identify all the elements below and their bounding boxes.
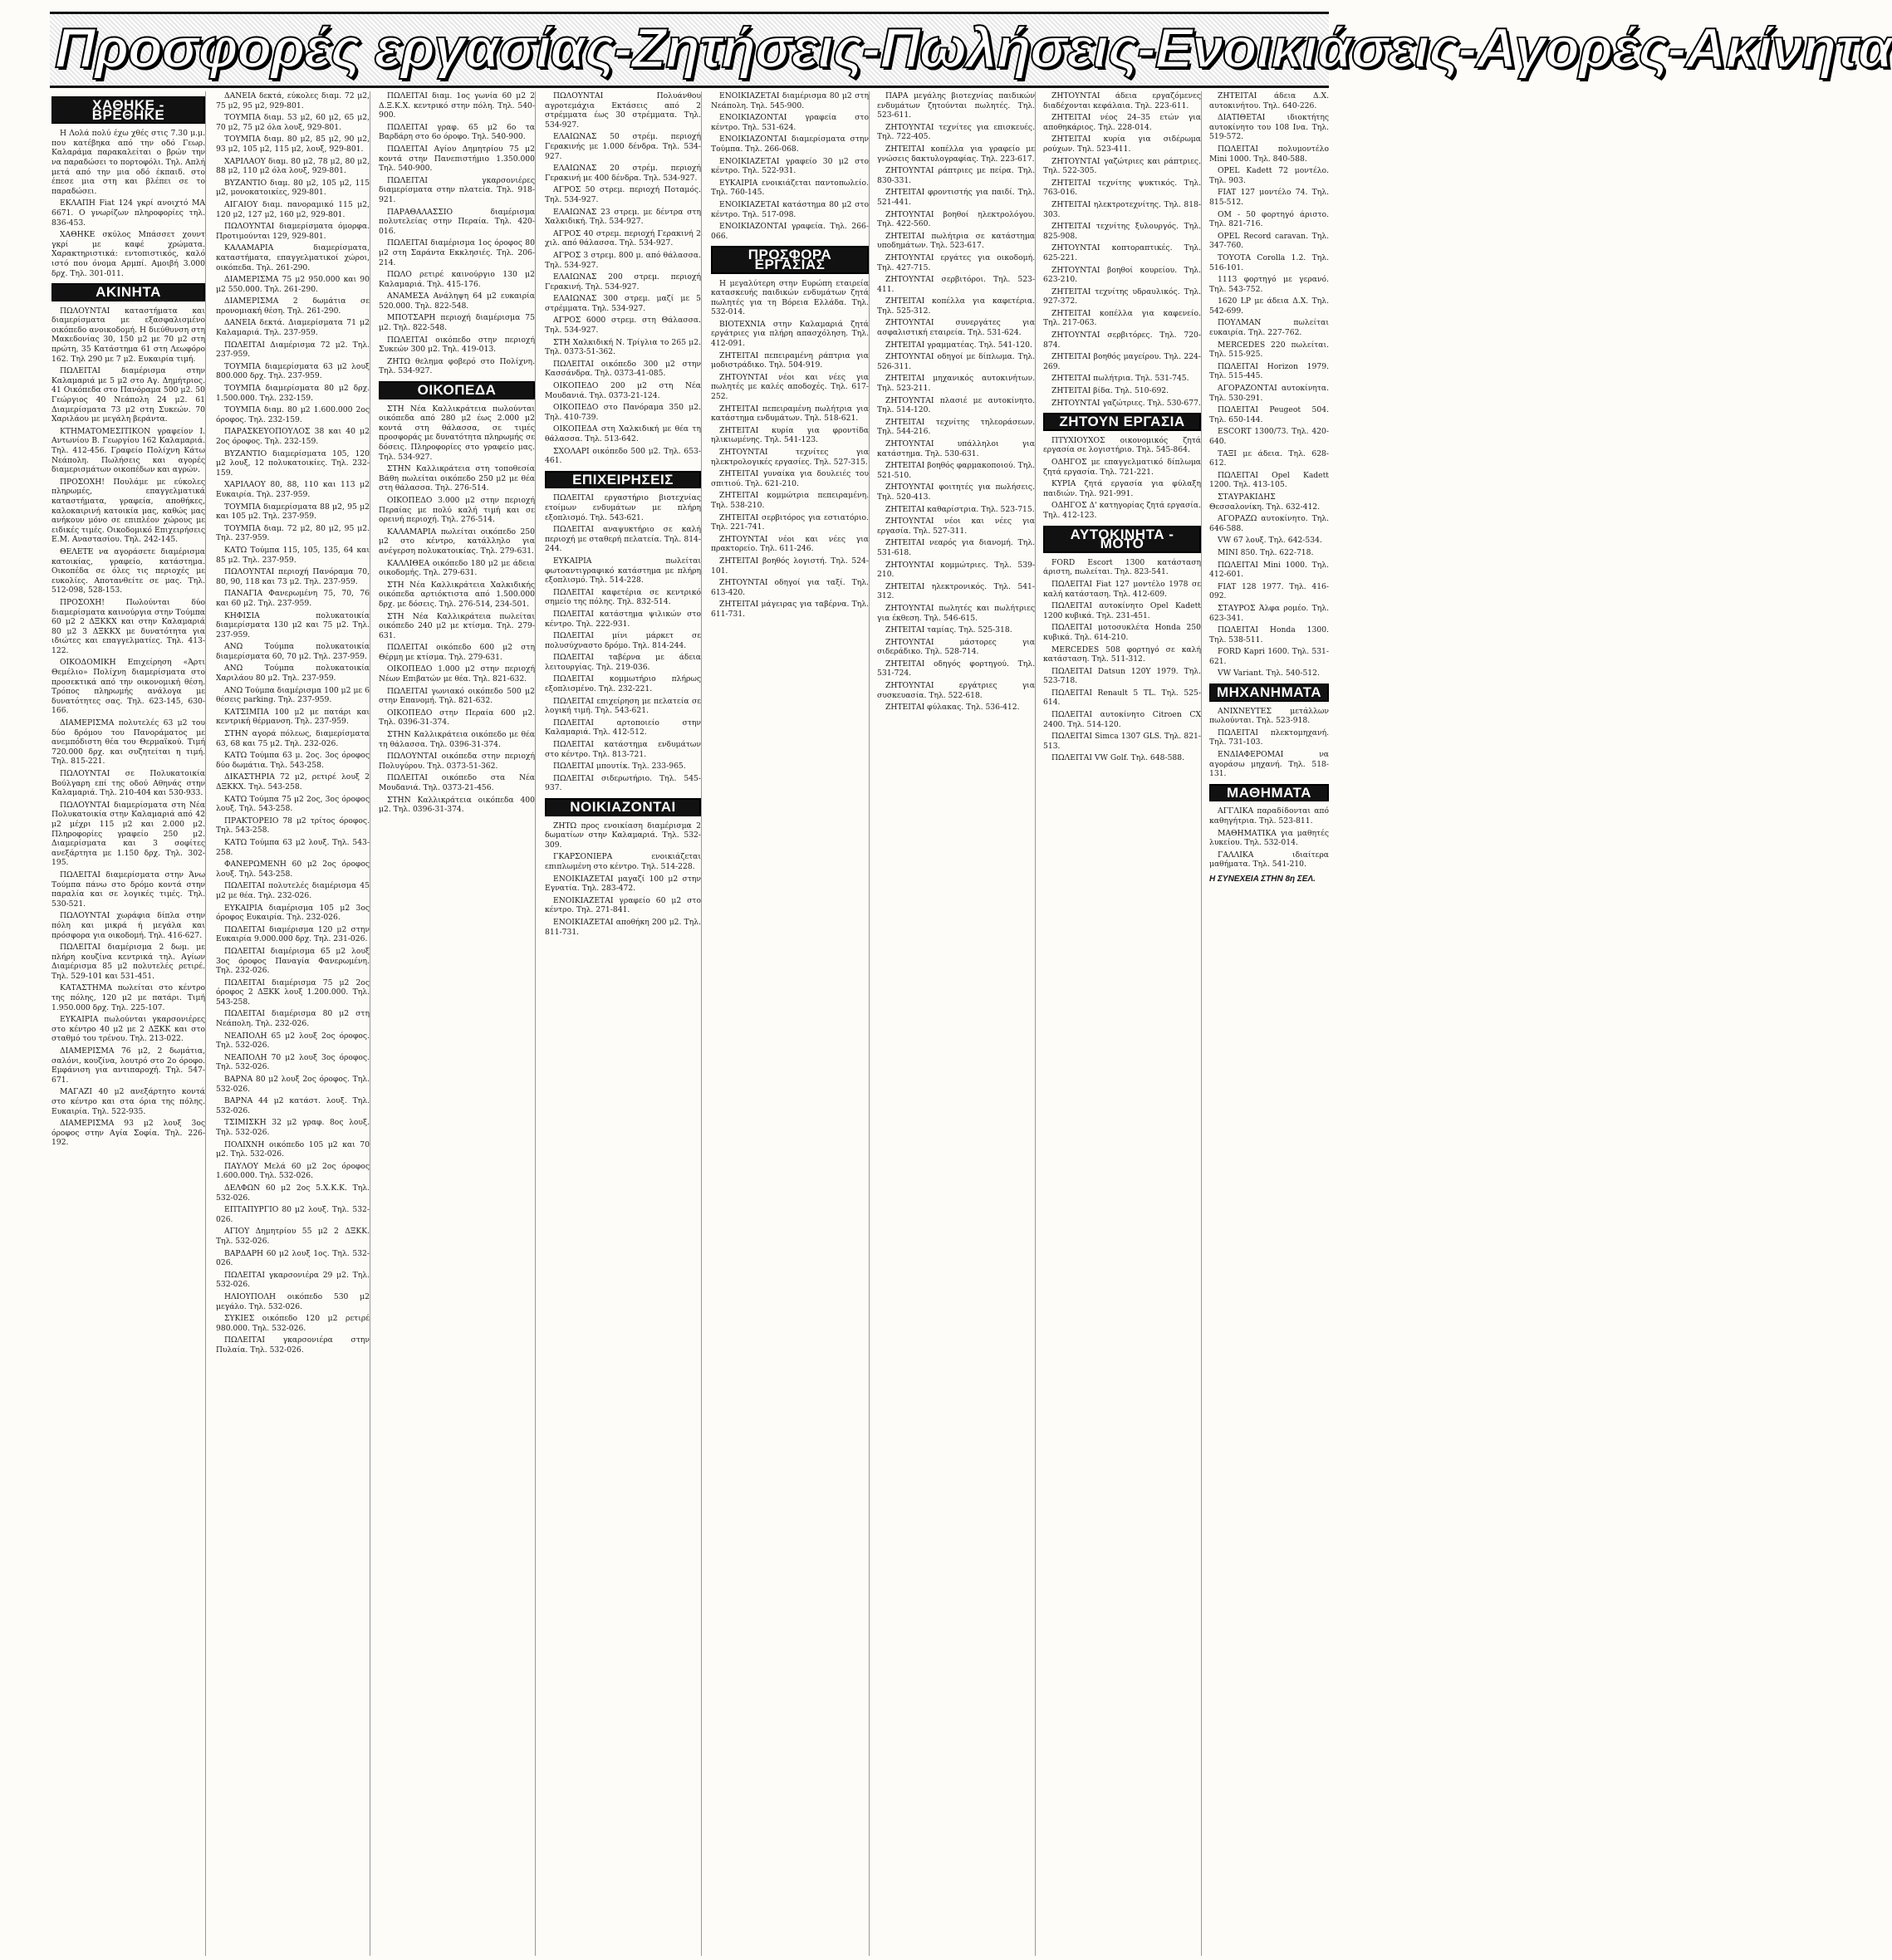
classified-ad: ΕΝΟΙΚΙΑΖΕΤΑΙ γραφείο 30 μ2 στο κέντρο. Τηλ. 522-931. [711, 156, 869, 176]
section-header-real-estate: ΑΚΙΝΗΤΑ [51, 283, 205, 301]
classified-ad: ΤΟΥΜΠΑ διαμ. 80 μ2, 85 μ2, 90 μ2, 93 μ2, 105 μ2, 115 μ2, λουξ, 929-801. [216, 135, 370, 154]
classified-ad: ΖΗΤΕΙΤΑΙ μάγειρας για ταβέρνα. Τηλ. 611-731. [711, 600, 869, 619]
classified-ad: ΠΩΛΕΙΤΑΙ οικόπεδο στα Νέα Μουδανιά. Τηλ. 0373-21-456. [379, 773, 535, 792]
classified-ad: ΒΙΟΤΕΧΝΙΑ στην Καλαμαριά ζητά εργάτριες για πλήρη απασχόληση. Τηλ. 412-091. [711, 319, 869, 349]
classified-ad: ΧΑΡΙΛΑΟΥ 80, 88, 110 και 113 μ2 Ευκαιρία. Τηλ. 237-959. [216, 480, 370, 499]
classified-ad: ΖΗΤΟΥΝΤΑΙ γαζώτριες. Τηλ. 530-677. [1051, 398, 1201, 408]
classified-ad: ΖΗΤΕΙΤΑΙ φύλακας. Τηλ. 536-412. [885, 703, 1020, 713]
ads-list [711, 279, 869, 620]
classified-ad: ΕΛΑΙΩΝΑΣ 20 στρέμ. περιοχή Γερακινή με 400 δένδρα. Τηλ. 534-927. [545, 164, 701, 183]
ads-list [711, 91, 869, 241]
classified-ad: ΔΙΑΜΕΡΙΣΜΑ 76 μ2, 2 δωμάτια, σαλόνι, κουζίνα, λουτρό στο 2ο όροφο. Εμφάνιση για αντιπαροχή. Τηλ. 547-671. [51, 1046, 205, 1085]
classified-ad: ΔΕΛΦΩΝ 60 μ2 2ος 5.Χ.Κ.Κ. Τηλ. 532-026. [216, 1183, 370, 1203]
classified-ad: ΖΗΤΟΥΝΤΑΙ νέοι και νέες για εργασία. Τηλ. 527-311. [877, 517, 1035, 536]
classified-ad: ΣΤΗ Νέα Καλλικράτεια πωλείται οικόπεδο 240 μ2 με κτίσμα. Τηλ. 279-631. [379, 611, 535, 640]
classified-ad: ΖΗΤΕΙΤΑΙ βίδα. Τηλ. 510-692. [1051, 386, 1169, 396]
classified-ad: ΓΚΑΡΣΟΝΙΕΡΑ ενοικιάζεται επιπλωμένη στο κέντρο. Τηλ. 514-228. [545, 852, 701, 871]
classified-ad: ΣΤΗΝ Καλλικράτεια οικόπεδο με θέα τη θάλασσα. Τηλ. 0396-31-374. [379, 730, 535, 749]
classified-ad: ΠΩΛΕΙΤΑΙ γκαρσονιέρα στην Πυλαία. Τηλ. 532-026. [216, 1335, 370, 1355]
ads-list [1043, 91, 1201, 408]
classified-ad: ΣΥΚΙΕΣ οικόπεδο 120 μ2 ρετιρέ 980.000. Τηλ. 532-026. [216, 1314, 370, 1333]
classified-ad: ΖΗΤΕΙΤΑΙ ταμίας. Τηλ. 525-318. [885, 625, 1012, 635]
classified-ad: ΣΤΗΝ Καλλικράτεια στη τοποθεσία Βάθη πωλείται οικόπεδο 250 μ2 με θέα στη θάλασσα. Τηλ. 276-514. [379, 464, 535, 493]
classified-ad: ΖΗΤΩ προς ενοικίαση διαμέρισμα 2 δωματίων στην Καλαμαριά. Τηλ. 532-309. [545, 821, 701, 850]
classified-ad: ΜΠΟΤΣΑΡΗ περιοχή διαμέρισμα 75 μ2. Τηλ. 822-548. [379, 313, 535, 333]
classified-ad: ΑΓΙΟΥ Δημητρίου 55 μ2 2 ΔΞΚΚ. Τηλ. 532-026. [216, 1227, 370, 1246]
classified-ad: ΤΟΥΜΠΑ διαμ. 72 μ2, 80 μ2, 95 μ2. Τηλ. 237-959. [216, 523, 370, 543]
classified-ad: ΠΩΛΕΙΤΑΙ Peugeot 504. Τηλ. 650-144. [1209, 405, 1329, 424]
classified-ad: ΠΩΛΕΙΤΑΙ Datsun 120Y 1979. Τηλ. 523-718. [1043, 666, 1201, 686]
classified-ad: Η Λολά πολύ έχω χθές στις 7.30 μ.μ. που κατέβηκα από την οδό Γεωρ. Καλαράμα παρακαλείται ο βρών την να παραδώσει το πορτοφόλι. Τηλ. Απλή μετά από την μια οδό έκπαιδ. στο έπεσε μια στη και βλέπει σε το παραδώσει. [51, 129, 205, 196]
classified-ad: ΠΩΛΕΙΤΑΙ Simca 1307 GLS. Τηλ. 821-513. [1043, 732, 1201, 751]
classified-ad: ΖΗΤΟΥΝΤΑΙ πωλητές και πωλήτριες για έκθεση. Τηλ. 546-615. [877, 603, 1035, 623]
classified-ad: ΠΑΡΑΣΚΕΥΟΠΟΥΛΟΣ 38 και 40 μ2 2ος όροφος. Τηλ. 232-159. [216, 427, 370, 446]
classified-ad: ΣΤΗ Νέα Καλλικράτεια Χαλκιδικής οικόπεδα αρτιόκτιστα από 1.500.000 δρχ. με δόσεις. Τηλ. 276-514, 234-501. [379, 580, 535, 609]
classified-ad: ΒΑΡΔΑΡΗ 60 μ2 λουξ 1ος. Τηλ. 532-026. [216, 1248, 370, 1268]
classified-ad: ΑΓΡΟΣ 3 στρεμ. 800 μ. από θάλασσα. Τηλ. 534-927. [545, 250, 701, 270]
classified-ad: ΠΩΛΕΙΤΑΙ διαμέρισμα 1ος όροφος 80 μ2 στη Σαράντα Εκκλησιές. Τηλ. 206-214. [379, 238, 535, 267]
classified-ad: ΖΗΤΟΥΝΤΑΙ μάστορες για σιδεράδικο. Τηλ. 528-714. [877, 637, 1035, 657]
classified-ad: ΠΩΛΟΥΝΤΑΙ χωράφια δίπλα στην πόλη και μικρά ή μεγάλα και πρόσφορα για οικοδομή. Τηλ. 416-627. [51, 911, 205, 940]
page-title: Προσφορές εργασίας-Ζητήσεις-Πωλήσεις-Ενοικιάσεις-Αγορές-Ακίνητα [55, 17, 1892, 80]
classified-ad: ΟΙΚΟΠΕΔΟ στην Περαία 600 μ2. Τηλ. 0396-31-374. [379, 708, 535, 728]
classified-ad: ΔΙΑΜΕΡΙΣΜΑ 2 δωμάτια σε προνομιακή θέση. Τηλ. 261-290. [216, 296, 370, 316]
classified-ad: ΖΗΤΟΥΝΤΑΙ γαζώτριες και ράπτριες. Τηλ. 522-305. [1043, 156, 1201, 176]
classified-ad: ΠΩΛΕΙΤΑΙ VW Golf. Τηλ. 648-588. [1051, 753, 1185, 763]
classified-ad: ΟΔΗΓΟΣ με επαγγελματικό δίπλωμα ζητά εργασία. Τηλ. 721-221. [1043, 458, 1201, 477]
classified-ad: ΖΗΤΕΙΤΑΙ ηλεκτροτεχνίτης. Τηλ. 818-303. [1043, 199, 1201, 219]
classified-ad: ΠΩΛΕΙΤΑΙ Opel Kadett 1200. Τηλ. 413-105. [1209, 470, 1329, 490]
classified-ad: MERCEDES 220 πωλείται. Τηλ. 515-925. [1209, 340, 1329, 360]
classified-ad: ΚΑΤΩ Τούμπα 63 μ. 2ος. 3ος όροφος δύο δωμάτια. Τηλ. 543-258. [216, 751, 370, 770]
classified-ad: OM - 50 φορτηγό άριστο. Τηλ. 821-716. [1209, 209, 1329, 229]
classified-ad: ΦΑΝΕΡΩΜΕΝΗ 60 μ2 2ος όροφος λουξ. Τηλ. 543-258. [216, 860, 370, 879]
column-2 [216, 91, 370, 1956]
ads-list [216, 91, 370, 1355]
classified-ad: ΑΓΡΟΣ 40 στρεμ. περιοχή Γερακινή 2 χιλ. από θάλασσα. Τηλ. 534-927. [545, 228, 701, 248]
classified-ad: ΖΗΤΟΥΝΤΑΙ εργάτες για οικοδομή. Τηλ. 427-715. [877, 252, 1035, 272]
classified-ad: ΠΩΛΕΙΤΑΙ διαμέρισμα στην Καλαμαριά με 5 μ2 στο Αγ. Δημήτριος. 41 Οικόπεδα στο Πανόραμα 500 μ2. 50 Γεώργιος 40 Νεάπολη 24 μ2. 61 Διαμερίσματα 73 μ2 στη Συκεών. 70 Χαριλάου με μεγάλη βεράντα. [51, 366, 205, 424]
ads-list [1209, 806, 1329, 870]
classified-ad: ΕΥΚΑΙΡΙΑ πωλούνται γκαρσονιέρες στο κέντρο 40 μ2 με 2 ΔΞΚΚ και στο σταθμό του τρένου. Τηλ. 213-022. [51, 1015, 205, 1044]
classified-ad: ΠΟΛΙΧΝΗ οικόπεδο 105 μ2 και 70 μ2. Τηλ. 532-026. [216, 1139, 370, 1159]
classified-ad: ΖΗΤΕΙΤΑΙ κοπέλλα για καφετέρια. Τηλ. 525-312. [877, 296, 1035, 316]
ads-list [51, 306, 205, 1148]
classified-ad: ΠΑΡΑΘΑΛΑΣΣΙΟ διαμέρισμα πολυτελείας στην Περαία. Τηλ. 420-016. [379, 207, 535, 236]
ads-list [51, 129, 205, 278]
classified-ad: ΖΗΤΕΙΤΑΙ βοηθός φαρμακοποιού. Τηλ. 521-510. [877, 461, 1035, 480]
column-4 [545, 91, 702, 1956]
classified-ad: ΔΑΝΕΙΑ δεκτά, εύκολες διαμ. 72 μ2, 75 μ2, 95 μ2, 929-801. [216, 91, 370, 110]
classified-ad: ΠΡΑΚΤΟΡΕΙΟ 78 μ2 τρίτος όροφος. Τηλ. 543-258. [216, 816, 370, 835]
classified-ad: ΕΥΚΑΙΡΙΑ πωλείται φωτοαντιγραφικό κατάστημα με πλήρη εξοπλισμό. Τηλ. 514-228. [545, 556, 701, 586]
classified-ad: ΖΗΤΕΙΤΑΙ πωλήτρια σε κατάστημα υποδημάτων. Τηλ. 523-617. [877, 231, 1035, 251]
column-5 [711, 91, 870, 1956]
classified-ad: ΠΩΛΟ ρετιρέ καινούργιο 130 μ2 Καλαμαριά. Τηλ. 415-176. [379, 270, 535, 289]
classified-ad: FIAT 127 μοντέλο 74. Τηλ. 815-512. [1209, 188, 1329, 207]
classified-ad: ΠΩΛΕΙΤΑΙ γωνιακό οικόπεδο 500 μ2 στην Επανομή. Τηλ. 821-632. [379, 686, 535, 706]
classified-ad: ΠΩΛΕΙΤΑΙ γκαρσονιέρες διαμερίσματα στην πλατεία. Τηλ. 918-921. [379, 175, 535, 204]
classified-ad: ΠΩΛΕΙΤΑΙ Renault 5 TL. Τηλ. 525-614. [1043, 688, 1201, 708]
classified-ad: ΠΩΛΕΙΤΑΙ μπουτίκ. Τηλ. 233-965. [553, 762, 686, 772]
classified-ad: ΚΑΤΣΙΜΠΑ 100 μ2 με πατάρι και κεντρική θέρμανση. Τηλ. 237-959. [216, 707, 370, 727]
ads-list [877, 91, 1035, 713]
classified-ad: 1113 φορτηγό με γερανό. Τηλ. 543-752. [1209, 275, 1329, 294]
classified-ad: ΜΑΓΑΖΙ 40 μ2 ανεξάρτητο κοντά στο κέντρο και στα όρια της πόλης. Ευκαιρία. Τηλ. 522-935. [51, 1087, 205, 1116]
classified-ad: ΕΝΟΙΚΙΑΖΕΤΑΙ αποθήκη 200 μ2. Τηλ. 811-731. [545, 917, 701, 937]
classified-ad: ΠΩΛΕΙΤΑΙ μοτοσυκλέτα Honda 250 κυβικά. Τηλ. 614-210. [1043, 623, 1201, 642]
classified-ad: ΕΛΑΙΩΝΑΣ 23 στρεμ. με δέντρα στη Χαλκιδική. Τηλ. 534-927. [545, 207, 701, 227]
classified-ad: ΔΙΚΑΣΤΗΡΙΑ 72 μ2, ρετιρέ λουξ 2 ΔΞΚΚΧ. Τηλ. 543-258. [216, 772, 370, 791]
classified-ad: ΠΩΛΕΙΤΑΙ διαμέρισμα 65 μ2 λουξ 3ος όροφος Παναγία Φανερωμένη. Τηλ. 232-026. [216, 946, 370, 976]
classified-ad: ESCORT 1300/73. Τηλ. 420-640. [1209, 427, 1329, 446]
page-margin [0, 0, 42, 1960]
classified-ad: ΔΑΝΕΙΑ δεκτά. Διαμερίσματα 71 μ2 Καλαμαριά. Τηλ. 237-959. [216, 318, 370, 338]
classified-ad: ΑΝΩ Τούμπα πολυκατοικία Χαριλάου 80 μ2. Τηλ. 237-959. [216, 664, 370, 684]
classified-ad: ΖΗΤΟΥΝΤΑΙ κοπτοραπτικές. Τηλ. 625-221. [1043, 243, 1201, 262]
classified-ad: ΖΗΤΟΥΝΤΑΙ τεχνίτες για ηλεκτρολογικές εργασίες. Τηλ. 527-315. [711, 448, 869, 467]
classified-ad: ΠΩΛΕΙΤΑΙ πολυτελές διαμέρισμα 45 μ2 με θέα. Τηλ. 232-026. [216, 881, 370, 900]
classified-ad: ΑΓΡΟΣ 6000 στρεμ. στη Θάλασσα. Τηλ. 534-927. [545, 316, 701, 336]
classified-ad: ΠΩΛΕΙΤΑΙ αναψυκτήριο σε καλή περιοχή με σταθερή πελατεία. Τηλ. 814-244. [545, 525, 701, 554]
section-header-rentals: ΝΟΙΚΙΑΖΟΝΤΑΙ [545, 798, 701, 816]
classified-ad: ΖΗΤΕΙΤΑΙ πεπειραμένη ράπτρια για μοδιστράδικο. Τηλ. 504-919. [711, 350, 869, 370]
classified-ad: ΓΑΛΛΙΚΑ ιδιαίτερα μαθήματα. Τηλ. 541-210. [1209, 850, 1329, 870]
classified-ad: ΝΕΑΠΟΛΗ 65 μ2 λουξ 2ος όροφος. Τηλ. 532-026. [216, 1031, 370, 1051]
classified-ad: ΟΙΚΟΠΕΔΟ 200 μ2 στη Νέα Μουδανιά. Τηλ. 0373-21-124. [545, 381, 701, 400]
classified-ad: ΣΧΟΛΑΡΙ οικόπεδο 500 μ2. Τηλ. 653-461. [545, 446, 701, 466]
classified-ad: ΠΩΛΕΙΤΑΙ επιχείρηση με πελατεία σε λογική τιμή. Τηλ. 543-621. [545, 696, 701, 716]
classified-ad: ΖΗΤΕΙΤΑΙ τεχνίτης τηλεοράσεων. Τηλ. 544-216. [877, 417, 1035, 437]
classified-ad: ΠΡΟΣΟΧΗ! Πωλούνται δύο διαμερίσματα καινούργια στην Τούμπα 60 μ2 2 ΔΞΚΚΧ και στην Καλαμαριά 80 μ2 3 ΔΞΚΚΧ με δυνατότητα για ιδιώτες και επαγγελματίες. Τηλ. 413-122. [51, 597, 205, 655]
classified-ad: ΠΩΛΕΙΤΑΙ αρτοποιείο στην Καλαμαριά. Τηλ. 412-512. [545, 718, 701, 737]
classified-ad: ΠΩΛΕΙΤΑΙ Fiat 127 μοντέλο 1978 σε καλή κατάσταση. Τηλ. 412-609. [1043, 579, 1201, 599]
classified-ad: ΚΤΗΜΑΤΟΜΕΣΙΤΙΚΟΝ γραφείον Ι. Αντωνίου Β. Γεωργίου 162 Καλαμαριά. Τηλ. 412-456. Γραφείο Πολίχνη Κάτω Νεάπολη. Πωλήσεις και αγορές διαμερισμάτων οικοπέδων και αγρών. [51, 426, 205, 475]
classified-ad: MERCEDES 508 φορτηγό σε καλή κατάσταση. Τηλ. 511-312. [1043, 644, 1201, 664]
classified-ad: ΚΑΛΑΜΑΡΙΑ πωλείται οικόπεδο 250 μ2 στο κέντρο, κατάλληλο για ανέγερση πολυκατοικίας. Τηλ. 279-631. [379, 527, 535, 556]
classified-ad: ΠΩΛΕΙΤΑΙ μίνι μάρκετ σε πολυσύχναστο δρόμο. Τηλ. 814-244. [545, 631, 701, 650]
classified-ad: ΑΝΑΜΕΣΑ Ανάληψη 64 μ2 ευκαιρία 520.000. Τηλ. 822-548. [379, 292, 535, 311]
classified-ad: ΖΗΤΟΥΝΤΑΙ σερβιτόρες. Τηλ. 720-874. [1043, 331, 1201, 350]
classified-ad: ΖΗΤΟΥΝΤΑΙ εργάτριες για συσκευασία. Τηλ. 522-618. [877, 681, 1035, 700]
classified-ad: ΖΗΤΕΙΤΑΙ τεχνίτης ψυκτικός. Τηλ. 763-016. [1043, 178, 1201, 198]
classified-ad: ΠΩΛΕΙΤΑΙ αυτοκίνητο Opel Kadett 1200 κυβικά. Τηλ. 231-451. [1043, 601, 1201, 620]
classified-ad: FORD Escort 1300 κατάσταση άριστη, πωλείται. Τηλ. 823-541. [1043, 557, 1201, 577]
classified-ad: ΑΝΩ Τούμπα διαμέρισμα 100 μ2 με 6 θέσεις parking. Τηλ. 237-959. [216, 685, 370, 705]
classified-ad: ΑΝΙΧΝΕΥΤΕΣ μετάλλων πωλούνται. Τηλ. 523-918. [1209, 706, 1329, 726]
column-8 [1209, 91, 1329, 1956]
classified-ad: ΕΛΑΙΩΝΑΣ 300 στρεμ. μαζί με 5 στρέμματα. Τηλ. 534-927. [545, 294, 701, 313]
classified-ad: ΠΩΛΟΥΝΤΑΙ οικόπεδα στην περιοχή Πολυγύρου. Τηλ. 0373-51-362. [379, 752, 535, 771]
classified-ad: ΚΥΡΙΑ ζητά εργασία για φύλαξη παιδιών. Τηλ. 921-991. [1043, 479, 1201, 498]
classified-ad: ΠΑΝΑΓΙΑ Φανερωμένη 75, 70, 76 και 60 μ2. Τηλ. 237-959. [216, 589, 370, 608]
classified-ad: ΠΩΛΕΙΤΑΙ γκαρσονιέρα 29 μ2. Τηλ. 532-026. [216, 1270, 370, 1290]
classified-ad: ΠΩΛΕΙΤΑΙ κομμωτήριο πλήρως εξοπλισμένο. Τηλ. 232-221. [545, 674, 701, 694]
classified-ad: ΑΓΟΡΑΖΟΝΤΑΙ αυτοκίνητα. Τηλ. 530-291. [1209, 384, 1329, 403]
classified-ad: ΖΗΤΟΥΝΤΑΙ τεχνίτες για επισκευές. Τηλ. 722-405. [877, 122, 1035, 142]
classified-ad: ΔΙΑΤΙΘΕΤΑΙ ιδιοκτήτης αυτοκίνητο του 108 Ινα. Τηλ. 519-572. [1209, 113, 1329, 142]
classified-ad: ΠΡΟΣΟΧΗ! Πουλάμε με εύκολες πληρωμές, επαγγελματικά καταστήματα, γραφεία, αποθήκες, καλοκαιρινή κατοικία μας, καθώς μας ανήκουν μόνο σε επιπλέον χώρους με ειδικές τιμές. Οικοδομικό Επιχειρήσεις Ε.Μ. Αναστασίου. Τηλ. 242-145. [51, 477, 205, 545]
classified-ad: ΠΩΛΟΥΝΤΑΙ περιοχή Πανόραμα 70, 80, 90, 118 και 73 μ2. Τηλ. 237-959. [216, 567, 370, 586]
classified-ad: ΖΗΤΟΥΝΤΑΙ νέοι και νέες για πωλητές με καλές αποδοχές. Τηλ. 617-252. [711, 372, 869, 402]
classified-ad: ΖΗΤΟΥΝΤΑΙ πλασιέ με αυτοκίνητο. Τηλ. 514-120. [877, 395, 1035, 415]
classified-ad: ΠΩΛΕΙΤΑΙ σιδερωτήριο. Τηλ. 545-937. [545, 773, 701, 793]
classified-ad: ΑΝΩ Τούμπα πολυκατοικία διαμερίσματα 60, 70 μ2. Τηλ. 237-959. [216, 642, 370, 661]
section-header-machines: ΜΗΧΑΝΗΜΑΤΑ [1209, 684, 1329, 702]
classified-ad: ΖΗΤΕΙΤΑΙ νεαρός για διανομή. Τηλ. 531-618. [877, 538, 1035, 557]
classified-ad: ΠΩΛΟΥΝΤΑΙ διαμερίσματα όμορφα. Προτιμούνται 129, 929-801. [216, 222, 370, 241]
classified-ad: ΠΩΛΟΥΝΤΑΙ διαμερίσματα στη Νέα Πολυκατοικία στην Καλαμαριά από 42 μ2 μέχρι 115 μ2 και 2.000 μ2. Πληροφορίες γραφείο 250 μ2. Διαμερίσματα και 3 σοφίτες ανεξάρτητα με 1.150 δρχ. Τηλ. 302-195. [51, 800, 205, 868]
section-header-job-offers: ΠΡΟΣΦΟΡΑ ΕΡΓΑΣΙΑΣ [711, 246, 869, 273]
classified-ad: ΖΗΤΕΙΤΑΙ καθαρίστρια. Τηλ. 523-715. [885, 504, 1035, 514]
classified-ad: ΠΩΛΕΙΤΑΙ κατάστημα ενδυμάτων στο κέντρο. Τηλ. 813-721. [545, 740, 701, 759]
classified-ad: ΖΗΤΕΙΤΑΙ κυρία για φροντίδα ηλικιωμένης. Τηλ. 541-123. [711, 425, 869, 445]
classified-ad: ΕΛΑΙΩΝΑΣ 200 στρεμ. περιοχή Γερακινή. Τηλ. 534-927. [545, 272, 701, 292]
classified-ad: ΕΝΟΙΚΙΑΖΕΤΑΙ διαμέρισμα 80 μ2 στη Νεάπολη. Τηλ. 545-900. [711, 91, 869, 110]
masthead-banner [50, 12, 1892, 88]
classified-ad: ΖΗΤΕΙΤΑΙ άδεια Δ.Χ. αυτοκινήτου. Τηλ. 640-226. [1209, 91, 1329, 110]
classified-ad: ΕΥΚΑΙΡΙΑ ενοικιάζεται παντοπωλείο. Τηλ. 760-145. [711, 178, 869, 198]
classified-ad: ΖΗΤΕΙΤΑΙ τεχνίτης υδραυλικός. Τηλ. 927-372. [1043, 287, 1201, 306]
classified-ad: ΕΝΟΙΚΙΑΖΕΤΑΙ μαγαζί 100 μ2 στην Εγνατία. Τηλ. 283-472. [545, 874, 701, 894]
ads-list [545, 821, 701, 938]
classified-ad: ΖΗΤΕΙΤΑΙ κομμώτρια πεπειραμένη. Τηλ. 538-210. [711, 491, 869, 510]
classified-ad: ΖΗΤΕΙΤΑΙ ηλεκτρονικός. Τηλ. 541-312. [877, 581, 1035, 601]
classified-ad: ΕΠΤΑΠΥΡΓΙΟ 80 μ2 λουξ. Τηλ. 532-026. [216, 1205, 370, 1224]
classified-ad: ΕΝΟΙΚΙΑΖΕΤΑΙ γραφείο 60 μ2 στο κέντρο. Τηλ. 271-841. [545, 895, 701, 915]
classified-ad: ΣΤΗΝ Καλλικράτεια οικόπεδα 400 μ2. Τηλ. 0396-31-374. [379, 795, 535, 815]
classified-ad: ΝΕΑΠΟΛΗ 70 μ2 λουξ 3ος όροφος. Τηλ. 532-026. [216, 1052, 370, 1072]
column-3 [379, 91, 536, 1956]
classified-ad: MINI 850. Τηλ. 622-718. [1218, 547, 1314, 557]
classified-ad: ΖΗΤΕΙΤΑΙ βοηθός μαγείρου. Τηλ. 224-269. [1043, 352, 1201, 371]
classified-ad: ΤΟΥΜΠΑ διαμερίσματα 80 μ2 δρχ. 1.500.000. Τηλ. 232-159. [216, 384, 370, 403]
classified-ad: ΖΗΤΕΙΤΑΙ γυναίκα για δουλειές του σπιτιού. Τηλ. 621-210. [711, 469, 869, 488]
classified-ad: ΖΗΤΟΥΝΤΑΙ συνεργάτες για ασφαλιστική εταιρεία. Τηλ. 531-624. [877, 318, 1035, 338]
classified-ad: ΠΩΛΕΙΤΑΙ διαμέρισμα 120 μ2 στην Ευκαιρία 9.000.000 δρχ. Τηλ. 231-026. [216, 924, 370, 944]
classified-ad: ΒΑΡΝΑ 44 μ2 κατάστ. λουξ. Τηλ. 532-026. [216, 1096, 370, 1115]
section-header-lost-found: ΧΑΘΗΚΕ - ΒΡΕΘΗΚΕ [51, 96, 205, 124]
classified-ad: ΧΑΘΗΚΕ σκύλος Μπάσσετ χουντ γκρί με καφέ χρώματα. Χαρακτηριστικά: εντοπιστικός, καλό ιστό που όνομα Αρμπί. Αμοιβή 3.000 δρχ. Τηλ. 301-011. [51, 230, 205, 278]
ads-list [379, 91, 535, 376]
classified-ad: ΠΩΛΟΥΝΤΑΙ Πολυάνθου αγροτεμάχια Εκτάσεις από 2 στρέμματα έως 30 στρέμματα. Τηλ. 534-927. [545, 91, 701, 130]
classified-ad: ΖΗΤΟΥΝΤΑΙ νέοι και νέες για πρακτορείο. Τηλ. 611-246. [711, 534, 869, 554]
classified-ad: ΖΗΤΕΙΤΑΙ τεχνίτης ξυλουργός. Τηλ. 825-908. [1043, 222, 1201, 241]
column-6 [877, 91, 1036, 1956]
classified-ad: ΔΙΑΜΕΡΙΣΜΑ 93 μ2 λουξ 3ος όροφος στην Αγία Σοφία. Τηλ. 226-192. [51, 1119, 205, 1148]
classified-ad: ΖΗΤΕΙΤΑΙ κοπέλλα για γραφείο με γνώσεις δακτυλογραφίας. Τηλ. 223-617. [877, 144, 1035, 164]
classified-ad: ΖΗΤΟΥΝΤΑΙ φοιτητές για πωλήσεις. Τηλ. 520-413. [877, 483, 1035, 502]
classified-ad: ΣΤΑΥΡΟΣ Άλφα ρομέο. Τηλ. 623-341. [1209, 603, 1329, 623]
classified-ad: ΖΗΤΕΙΤΑΙ βοηθός λογιστή. Τηλ. 524-101. [711, 556, 869, 576]
classified-ad: ΚΑΤΩ Τούμπα 75 μ2 2ος, 3ος όροφος λουξ. Τηλ. 543-258. [216, 794, 370, 814]
continue-note: Η ΣΥΝΕΧΕΙΑ ΣΤΗΝ 8η ΣΕΛ. [1209, 874, 1316, 884]
classified-ad: ΟΙΚΟΠΕΔΟ 1.000 μ2 στην περιοχή Νέων Επιβατών με θέα. Τηλ. 821-632. [379, 664, 535, 684]
classified-ad: ΠΩΛΕΙΤΑΙ γραφ. 65 μ2 6ο τα Βαρδάρη στο 6ο όροφο. Τηλ. 540-900. [379, 122, 535, 142]
column-1 [51, 91, 206, 1956]
classified-ad: ΖΗΤΕΙΤΑΙ σερβιτόρος για εστιατόριο. Τηλ. 221-741. [711, 512, 869, 532]
classified-ad: ΠΩΛΕΙΤΑΙ οικόπεδο 600 μ2 στη Θέρμη με κτίσμα. Τηλ. 279-631. [379, 643, 535, 662]
classified-ad: FIAT 128 1977. Τηλ. 416-092. [1209, 581, 1329, 601]
classified-ad: ΟΙΚΟΠΕΔΟ 3.000 μ2 στην περιοχή Περαίας με πολύ καλή τιμή και σε ορεινή περιοχή. Τηλ. 276-514. [379, 495, 535, 525]
classified-ad: ΣΤΗ Χαλκιδική Ν. Τρίγλια το 265 μ2. Τηλ. 0373-51-362. [545, 337, 701, 357]
classified-ad: ΚΗΦΙΣΙΑ πολυκατοικία διαμερίσματα 130 μ2 και 75 μ2. Τηλ. 237-959. [216, 610, 370, 639]
ads-list [1043, 436, 1201, 521]
classified-ad: ΗΛΙΟΥΠΟΛΗ οικόπεδο 530 μ2 μεγάλο. Τηλ. 532-026. [216, 1291, 370, 1311]
classified-ad: OPEL Record caravan. Τηλ. 347-760. [1209, 231, 1329, 251]
classified-ad: ΧΑΡΙΛΑΟΥ διαμ. 80 μ2, 78 μ2, 80 μ2, 88 μ2, 110 μ2 όλα λουξ, 929-801. [216, 156, 370, 176]
classified-ad: ΤΟΥΜΠΑ διαμερίσματα 63 μ2 λουξ 800.000 δρχ. Τηλ. 237-959. [216, 361, 370, 381]
classified-ad: ΚΑΤΩ Τούμπα 63 μ2 λουξ. Τηλ. 543-258. [216, 837, 370, 857]
classified-ad: ΠΩΛΕΙΤΑΙ Honda 1300. Τηλ. 538-511. [1209, 625, 1329, 644]
classified-ad: ΑΙΓΑΙΟΥ διαμ. πανοραμικό 115 μ2, 120 μ2, 127 μ2, 160 μ2, 929-801. [216, 199, 370, 219]
classified-ad: ΠΩΛΕΙΤΑΙ καφετέρια σε κεντρικό σημείο της πόλης. Τηλ. 832-514. [545, 587, 701, 607]
classified-ad: ΠΩΛΕΙΤΑΙ εργαστήριο βιοτεχνίας ετοίμων ενδυμάτων με πλήρη εξοπλισμό. Τηλ. 543-621. [545, 493, 701, 522]
classified-ad: ΚΑΛΛΙΘΕΑ οικόπεδο 180 μ2 με άδεια οικοδομής. Τηλ. 279-631. [379, 558, 535, 578]
column-7 [1043, 91, 1202, 1956]
classified-ad: ΠΩΛΕΙΤΑΙ πλεκτομηχανή. Τηλ. 731-103. [1209, 728, 1329, 747]
classified-ad: ΤΣΙΜΙΣΚΗ 32 μ2 γραφ. 8ος λουξ. Τηλ. 532-026. [216, 1118, 370, 1137]
classified-ad: ΠΩΛΕΙΤΑΙ διαμέρισμα 80 μ2 στη Νεάπολη. Τηλ. 232-026. [216, 1009, 370, 1029]
classified-ad: ΒΥΖΑΝΤΙΟ διαμερίσματα 105, 120 μ2 λουξ, 12 πολυκατοικίες. Τηλ. 232-159. [216, 448, 370, 478]
classified-ad: ΟΔΗΓΟΣ Δ' κατηγορίας ζητά εργασία. Τηλ. 412-123. [1043, 501, 1201, 520]
classified-ad: ΣΤΑΥΡΑΚΙΔΗΣ Θεσσαλονίκη. Τηλ. 632-412. [1209, 492, 1321, 512]
classified-ad: ΘΕΛΕΤΕ να αγοράσετε διαμέρισμα κατοικίας, γραφείο, κατάστημα. Οικοπέδα σε όλες τις περιοχές με ευκολίες. Αποτανθείτε σε μας. Τηλ. 512-098, 528-153. [51, 546, 205, 595]
classified-ad: ΖΗΤΟΥΝΤΑΙ βοηθοί ηλεκτρολόγου. Τηλ. 422-560. [877, 209, 1035, 229]
classified-ad: ΚΑΛΑΜΑΡΙΑ διαμερίσματα, καταστήματα, επαγγελματικοί χώροι, οικόπεδα. Τηλ. 261-290. [216, 243, 370, 272]
classified-ad: ΒΥΖΑΝΤΙΟ διαμ. 80 μ2, 105 μ2, 115 μ2, μονοκατοικίες, 929-801. [216, 178, 370, 198]
classified-ad: ΕΥΚΑΙΡΙΑ διαμέρισμα 105 μ2 3ος όροφος Ευκαιρία. Τηλ. 232-026. [216, 903, 370, 923]
ads-list [1043, 558, 1201, 763]
classified-ad: ΠΟΥΛΜΑΝ πωλείται ευκαιρία. Τηλ. 227-762. [1209, 318, 1329, 338]
classified-ad: ΔΙΑΜΕΡΙΣΜΑ πολυτελές 63 μ2 του δύο δρόμου του Πανοράματος με ανεμπόδιστη θέα του Θερμαϊκού. Τιμή 720.000 δρχ. και συζητείται η τιμή. Τηλ. 815-221. [51, 718, 205, 767]
classified-ad: ΖΗΤΕΙΤΑΙ οδηγός φορτηγού. Τηλ. 531-724. [877, 659, 1035, 679]
classified-ad: ΤΟΥΜΠΑ διαμ. 53 μ2, 60 μ2, 65 μ2, 70 μ2, 75 μ2 όλα λουξ, 929-801. [216, 113, 370, 132]
classified-ad: ΚΑΤΑΣΤΗΜΑ πωλείται στο κέντρο της πόλης, 120 μ2 με πατάρι. Τιμή 1.950.000 δρχ. Τηλ. 225-107. [51, 983, 205, 1012]
classified-ad: ΠΑΡΑ μεγάλης βιοτεχνίας παιδικών ενδυμάτων ζητούνται πωλητές. Τηλ. 523-611. [877, 91, 1035, 120]
classified-ad: ΤΟΥΜΠΑ διαμερίσματα 88 μ2, 95 μ2 και 105 μ2. Τηλ. 237-959. [216, 502, 370, 522]
classified-ad: ΠΩΛΕΙΤΑΙ διαμ. 1ος γωνία 60 μ2 2 Δ.Ξ.Κ.Χ. κεντρικό στην πόλη. Τηλ. 540-900. [379, 91, 535, 120]
classified-ad: VW Variant. Τηλ. 540-512. [1218, 669, 1320, 679]
classified-ad: ΠΩΛΕΙΤΑΙ ταβέρνα με άδεια λειτουργίας. Τηλ. 219-036. [545, 653, 701, 672]
classified-ad: ΟΙΚΟΠΕΔΑ στη Χαλκιδική με θέα τη θάλασσα. Τηλ. 513-642. [545, 424, 701, 443]
ads-list [545, 493, 701, 793]
classified-ad: ΒΑΡΝΑ 80 μ2 λουξ 2ος όροφος. Τηλ. 532-026. [216, 1075, 370, 1094]
classified-ad: ΠΩΛΕΙΤΑΙ διαμερίσματα στην Άνω Τούμπα πάνω στο δρόμο κοντά στην παραλία και σε λογικές τιμές. Τηλ. 530-521. [51, 870, 205, 909]
section-header-business: ΕΠΙΧΕΙΡΗΣΕΙΣ [545, 471, 701, 489]
classified-ad: FORD Kapri 1600. Τηλ. 531-621. [1209, 647, 1329, 666]
classified-ad: ΤΟΥΟΤΑ Corolla 1.2. Τηλ. 516-101. [1209, 252, 1329, 272]
classified-ad: ΠΩΛΕΙΤΑΙ πολυμοντέλο Mini 1000. Τηλ. 840-588. [1209, 144, 1329, 164]
classified-ad: ΕΝΔΙΑΦΕΡΟΜΑΙ να αγοράσω μηχανή. Τηλ. 518-131. [1209, 750, 1329, 779]
classified-ad: ΕΝΟΙΚΙΑΖΟΝΤΑΙ γραφεία. Τηλ. 266-066. [711, 222, 869, 241]
classified-ad: ΖΗΤΕΙΤΑΙ κοπέλλα για καφενείο. Τηλ. 217-063. [1043, 308, 1201, 328]
section-header-job-seekers: ΖΗΤΟΥΝ ΕΡΓΑΣΙΑ [1043, 413, 1201, 431]
classified-ad: OPEL Kadett 72 μοντέλο. Τηλ. 903. [1209, 166, 1329, 185]
classified-ad: ΖΗΤΟΥΝΤΑΙ σερβιτόροι. Τηλ. 523-411. [877, 275, 1035, 294]
classified-ad: ΖΗΤΕΙΤΑΙ νέος 24–35 ετών για αποθηκάριος. Τηλ. 228-014. [1043, 113, 1201, 132]
classified-ad: ΖΗΤΟΥΝΤΑΙ οδηγοί για ταξί. Τηλ. 613-420. [711, 578, 869, 597]
classified-ad: ΑΓΓΛΙΚΑ παραδίδονται από καθηγήτρια. Τηλ. 523-811. [1209, 806, 1329, 826]
classified-ad: ΠΩΛΕΙΤΑΙ αυτοκίνητο Citroen CX 2400. Τηλ. 514-120. [1043, 710, 1201, 729]
classified-ad: ΑΓΡΟΣ 50 στρεμ. περιοχή Ποταμός. Τηλ. 534-927. [545, 185, 701, 204]
classified-ad: 1620 LP με άδεια Δ.Χ. Τηλ. 542-699. [1209, 296, 1329, 316]
classified-ad: ΖΗΤΕΙΤΑΙ κυρία για σιδέρωμα ρούχων. Τηλ. 523-411. [1043, 135, 1201, 154]
classified-ad: ΜΑΘΗΜΑΤΙΚΑ για μαθητές λυκείου. Τηλ. 532-014. [1209, 828, 1329, 848]
classified-ad: ΖΗΤΕΙΤΑΙ φροντιστής για παιδί. Τηλ. 521-441. [877, 188, 1035, 207]
classified-ad: ΚΑΤΩ Τούμπα 115, 105, 135, 64 και 85 μ2. Τηλ. 237-959. [216, 545, 370, 565]
classified-ad: ΠΩΛΕΙΤΑΙ Horizon 1979. Τηλ. 515-445. [1209, 361, 1329, 381]
classified-ad: ΤΑΞΙ με άδεια. Τηλ. 628-612. [1209, 448, 1329, 468]
ads-list [1209, 91, 1329, 679]
classified-ad: ΕΛΑΙΩΝΑΣ 50 στρέμ. περιοχή Γερακινής με 1.000 δένδρα. Τηλ. 534-927. [545, 132, 701, 161]
classified-ad: ΣΤΗΝ αγορά πόλεως, διαμερίσματα 63, 68 και 75 μ2. Τηλ. 232-026. [216, 729, 370, 748]
classified-ad: ΠΩΛΕΙΤΑΙ διαμέρισμα 75 μ2 2ος όροφος 2 ΔΞΚΚ λουξ 1.200.000. Τηλ. 543-258. [216, 978, 370, 1007]
classified-ad: ΠΩΛΕΙΤΑΙ οικόπεδο 300 μ2 στην Κασσάνδρα. Τηλ. 0373-41-085. [545, 359, 701, 379]
classified-ad: ΕΚΛΑΠΗ Fiat 124 γκρί ανοιχτό ΜΑ 6671. Ο γνωρίζων πληροφορίες τηλ. 836-453. [51, 198, 205, 228]
ads-list [379, 404, 535, 815]
classified-ad: ΟΙΚΟΠΕΔΟ στο Πανόραμα 350 μ2. Τηλ. 410-739. [545, 403, 701, 422]
ads-list [1209, 707, 1329, 779]
classified-ad: ΕΝΟΙΚΙΑΖΟΝΤΑΙ διαμερίσματα στην Τούμπα. Τηλ. 266-068. [711, 135, 869, 154]
classified-ad: ΖΗΤΟΥΝΤΑΙ άδεια εργαζόμενες διαδέχονται κεφάλαια. Τηλ. 223-611. [1043, 91, 1201, 110]
classified-ad: ΠΩΛΟΥΝΤΑΙ σε Πολυκατοικία Βούλγαρη επί της οδού Αθηνάς στην Καλαμαριά. Τηλ. 210-404 και 530-933. [51, 769, 205, 798]
classified-ad: ΠΩΛΕΙΤΑΙ Αγίου Δημητρίου 75 μ2 κοντά στην Πανεπιστήμιο 1.350.000 Τηλ. 540-900. [379, 144, 535, 174]
classified-ad: ΠΩΛΟΥΝΤΑΙ καταστήματα και διαμερίσματα με εξασφαλισμένο οικόπεδο ανοικοδομή. Η διεύθυνση στη Μακεδονίας 30, 150 μ2 με 70 μ2 στη πρώτη, 35 Κατάστημα 61 στη Λεωφόρο 162. Τηλ 290 με 7 μ2. Ευκαιρία τιμή. [51, 306, 205, 364]
classified-ad: ΠΑΥΛΟΥ Μελά 60 μ2 2ος όροφος 1.600.000. Τηλ. 532-026. [216, 1161, 370, 1181]
classified-ad: ΟΙΚΟΔΟΜΙΚΗ Επιχείρηση «Άρτι Θεμέλιο» Πολίχνη διαμερίσματα στο προσεκτικά από την οικονομική θέση. Τρόπος πληρωμής ανάλογα με δυνατότητες σας. Τηλ. 623-145, 630-166. [51, 658, 205, 716]
classified-ad: ΖΗΤΕΙΤΑΙ πεπειραμένη πωλήτρια για κατάστημα ενδυμάτων. Τηλ. 518-621. [711, 404, 869, 424]
classified-ad: ΠΩΛΕΙΤΑΙ διαμέρισμα 2 δωμ. με πλήρη κουζίνα κεντρικά τηλ. Αγίων Διαμέρισμα 85 μ2 πολυτελές ρετιρέ. Τηλ. 529-101 και 531-451. [51, 943, 205, 981]
classified-ad: ΖΗΤΟΥΝΤΑΙ υπάλληλοι για κατάστημα. Τηλ. 530-631. [877, 439, 1035, 458]
classified-ad: ΣΤΗ Νέα Καλλικράτεια πωλούνται οικόπεδα από 280 μ2 έως 2.000 μ2 κοντά στη θάλασσα, σε τιμές προσφοράς με δυνατότητα πληρωμής σε δόσεις. Πληροφορίες στο γραφείο μας. Τηλ. 534-927. [379, 404, 535, 462]
classified-ad: ΔΙΑΜΕΡΙΣΜΑ 75 μ2 950.000 και 90 μ2 550.000. Τηλ. 261-290. [216, 275, 370, 294]
section-header-cars: ΑΥΤΟΚΙΝΗΤΑ - ΜΟΤΟ [1043, 526, 1201, 553]
classified-ad: Η μεγαλύτερη στην Ευρώπη εταιρεία κατασκευής παιδικών ενδυμάτων ζητά πωλητές για τη Βόρεια Ελλάδα. Τηλ. 532-014. [711, 278, 869, 317]
classified-ad: ΖΗΤΩ θελημα φοβερό στο Πολίχνη. Τηλ. 534-927. [379, 356, 535, 376]
classified-ad: ΖΗΤΕΙΤΑΙ πωλήτρια. Τηλ. 531-745. [1051, 374, 1189, 384]
classified-ad: ΖΗΤΟΥΝΤΑΙ ράπτριες με πείρα. Τηλ. 830-331. [877, 166, 1035, 185]
classified-ad: ΠΩΛΕΙΤΑΙ οικόπεδο στην περιοχή Συκεών 300 μ2. Τηλ. 419-013. [379, 335, 535, 355]
classified-ad: ΕΝΟΙΚΙΑΖΟΝΤΑΙ γραφεία στο κέντρο. Τηλ. 531-624. [711, 113, 869, 132]
classified-ad: ΠΤΥΧΙΟΥΧΟΣ οικονομικός ζητά εργασία σε λογιστήριο. Τηλ. 545-864. [1043, 435, 1201, 455]
classified-ad: ΑΓΟΡΑΖΩ αυτοκίνητο. Τηλ. 646-588. [1209, 514, 1329, 533]
classified-ad: ΖΗΤΟΥΝΤΑΙ βοηθοί κουρείου. Τηλ. 623-210. [1043, 265, 1201, 285]
classified-ad: ΤΟΥΜΠΑ διαμ. 80 μ2 1.600.000 2ος όροφος. Τηλ. 232-159. [216, 405, 370, 424]
classified-ad: ΠΩΛΕΙΤΑΙ Διαμέρισμα 72 μ2. Τηλ. 237-959. [216, 340, 370, 360]
section-header-lessons: ΜΑΘΗΜΑΤΑ [1209, 784, 1329, 802]
classified-ad: ΖΗΤΕΙΤΑΙ μηχανικός αυτοκινήτων. Τηλ. 523-211. [877, 374, 1035, 394]
classified-ad: ΠΩΛΕΙΤΑΙ κατάστημα ψιλικών στο κέντρο. Τηλ. 222-931. [545, 609, 701, 629]
classified-ad: ΖΗΤΕΙΤΑΙ γραμματέας. Τηλ. 541-120. [885, 340, 1032, 350]
classified-ad: ΖΗΤΟΥΝΤΑΙ κομμώτριες. Τηλ. 539-210. [877, 560, 1035, 580]
classified-ad: ΕΝΟΙΚΙΑΖΕΤΑΙ κατάστημα 80 μ2 στο κέντρο. Τηλ. 517-098. [711, 199, 869, 219]
classified-ad: ΖΗΤΟΥΝΤΑΙ οδηγοί με δίπλωμα. Τηλ. 526-311. [877, 352, 1035, 371]
ads-list [545, 91, 701, 466]
section-header-plots: ΟΙΚΟΠΕΔΑ [379, 381, 535, 399]
classified-ad: ΠΩΛΕΙΤΑΙ Mini 1000. Τηλ. 412-601. [1209, 560, 1329, 580]
classified-ad: VW 67 λουξ. Τηλ. 642-534. [1218, 536, 1322, 546]
